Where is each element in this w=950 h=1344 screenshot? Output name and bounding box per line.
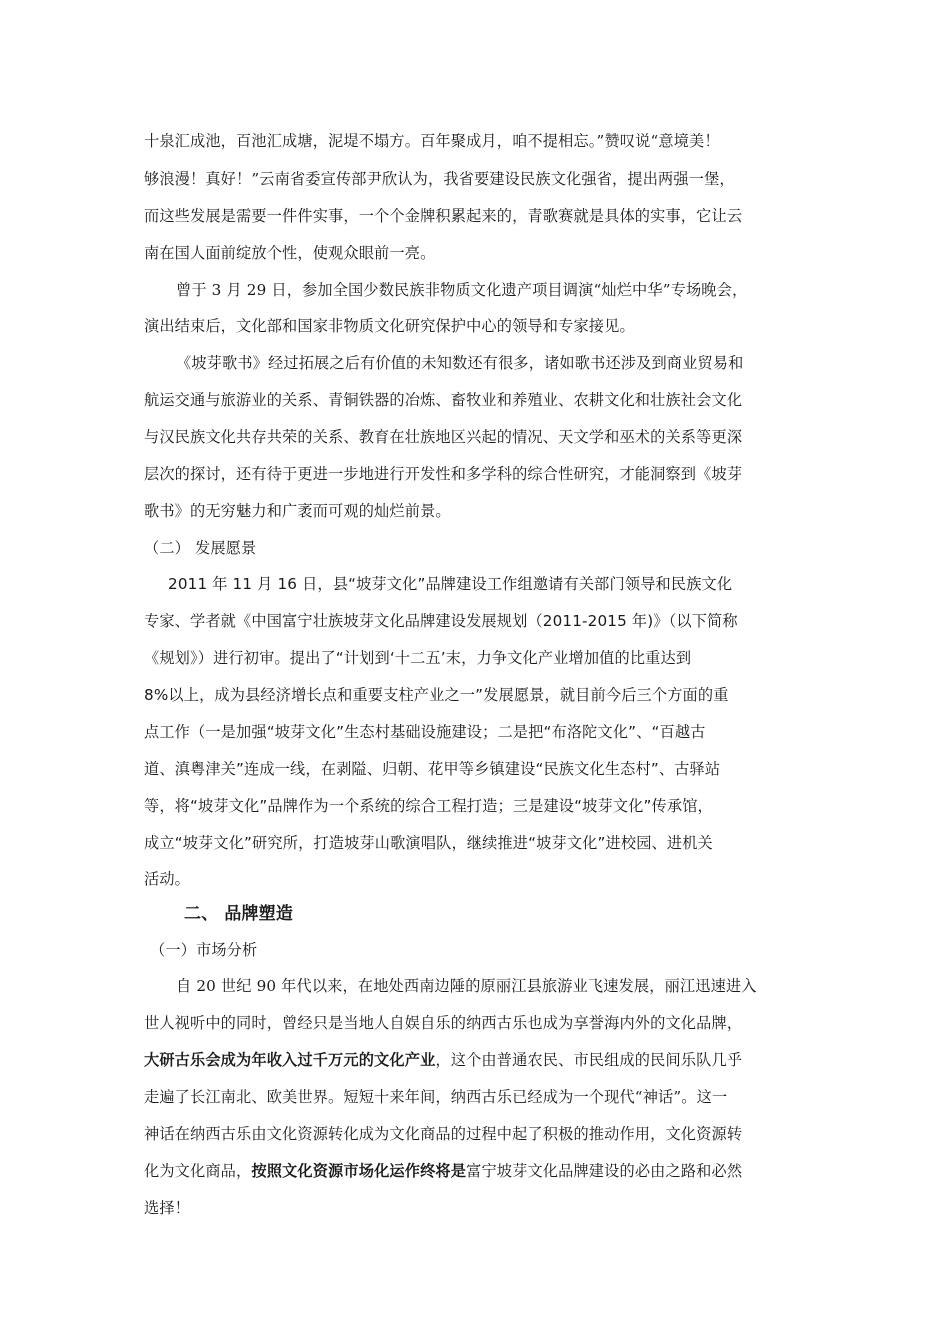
text-line: 等，将“坡芽文化”品牌作为一个系统的综合工程打造；三是建设“坡芽文化”传承馆， bbox=[144, 797, 713, 815]
text-line: 成立“坡芽文化”研究所，打造坡芽山歌演唱队，继续推进“坡芽文化”进校园、进机关 bbox=[144, 834, 713, 852]
text-line: 南在国人面前绽放个性，使观众眼前一亮。 bbox=[144, 244, 436, 262]
text-span: ，这个由普通农民、市民组成的民间乐队几乎 bbox=[435, 1051, 743, 1069]
text-line: 歌书》的无穷魅力和广袤而可观的灿烂前景。 bbox=[144, 502, 451, 520]
text-line: 曾于 3 月 29 日，参加全国少数民族非物质文化遗产项目调演“灿烂中华”专场晚会， bbox=[176, 281, 748, 299]
text-line: 《坡芽歌书》经过拓展之后有价值的未知数还有很多，诸如歌书还涉及到商业贸易和 bbox=[176, 354, 744, 372]
text-line: 活动。 bbox=[144, 870, 191, 888]
text-line: 专家、学者就《中国富宁壮族坡芽文化品牌建设发展规划（2011-2015 年)》（以下简称 bbox=[144, 612, 738, 630]
text-line: 8%以上，成为县经济增长点和重要支柱产业之一”发展愿景，就目前今后三个方面的重 bbox=[144, 686, 729, 704]
bold-phrase: 大研古乐会成为年收入过千万元的文化产业 bbox=[144, 1051, 436, 1069]
text-line: 层次的探讨，还有待于更进一步地进行开发性和多学科的综合性研究，才能洞察到《坡芽 bbox=[144, 465, 743, 483]
text-line: 够浪漫！真好！”云南省委宣传部尹欣认为，我省要建设民族文化强省，提出两强一堡， bbox=[144, 170, 735, 188]
text-line: 十泉汇成池，百池汇成塘，泥堤不塌方。百年聚成月，咱不提相忘。”赞叹说“意境美！ bbox=[144, 132, 720, 150]
bold-phrase: 按照文化资源市场化运作终将是 bbox=[251, 1162, 467, 1180]
text-line: 航运交通与旅游业的关系、青铜铁器的冶炼、畜牧业和养殖业、农耕文化和壮族社会文化 bbox=[144, 391, 743, 409]
text-line bbox=[144, 1161, 809, 1181]
text-line: 自 20 世纪 90 年代以来，在地处西南边陲的原丽江县旅游业飞速发展，丽江迅速进入 bbox=[176, 977, 757, 995]
text-line: 《规划》）进行初审。提出了“计划到‘十二五’末，力争文化产业增加值的比重达到 bbox=[144, 649, 692, 667]
section-subheading: （一）市场分析 bbox=[150, 941, 258, 959]
text-line: 选择！ bbox=[144, 1199, 191, 1217]
text-line: 与汉民族文化共存共荣的关系、教育在壮族地区兴起的情况、天文学和巫术的关系等更深 bbox=[144, 428, 743, 446]
text-line: 演出结束后，文化部和国家非物质文化研究保护中心的领导和专家接见。 bbox=[144, 317, 635, 335]
text-line: 2011 年 11 月 16 日，县“坡芽文化”品牌建设工作组邀请有关部门领导和民族文化 bbox=[168, 575, 733, 593]
text-line: 道、滇粤津关”连成一线，在剥隘、归朝、花甲等乡镇建设“民族文化生态村”、古驿站 bbox=[144, 760, 721, 778]
text-line: 神话在纳西古乐由文化资源转化成为文化商品的过程中起了积极的推动作用，文化资源转 bbox=[144, 1125, 743, 1143]
text-span: 化为文化商品， bbox=[144, 1162, 252, 1180]
text-line bbox=[144, 1050, 809, 1070]
section-heading: 二、 品牌塑造 bbox=[184, 904, 293, 924]
text-line: 世人视听中的同时，曾经只是当地人自娱自乐的纳西古乐也成为享誉海内外的文化品牌， bbox=[144, 1014, 743, 1032]
section-subheading: （二） 发展愿景 bbox=[144, 539, 257, 557]
text-line: 点工作（一是加强“坡芽文化”生态村基础设施建设；二是把“布洛陀文化”、“百越古 bbox=[144, 723, 706, 741]
text-line: 走遍了长江南北、欧美世界。短短十来年间，纳西古乐已经成为一个现代“神话”。这一 bbox=[144, 1088, 728, 1106]
text-line: 而这些发展是需要一件件实事，一个个金牌积累起来的，青歌赛就是具体的实事，它让云 bbox=[144, 207, 743, 225]
text-span: 富宁坡芽文化品牌建设的必由之路和必然 bbox=[466, 1162, 743, 1180]
